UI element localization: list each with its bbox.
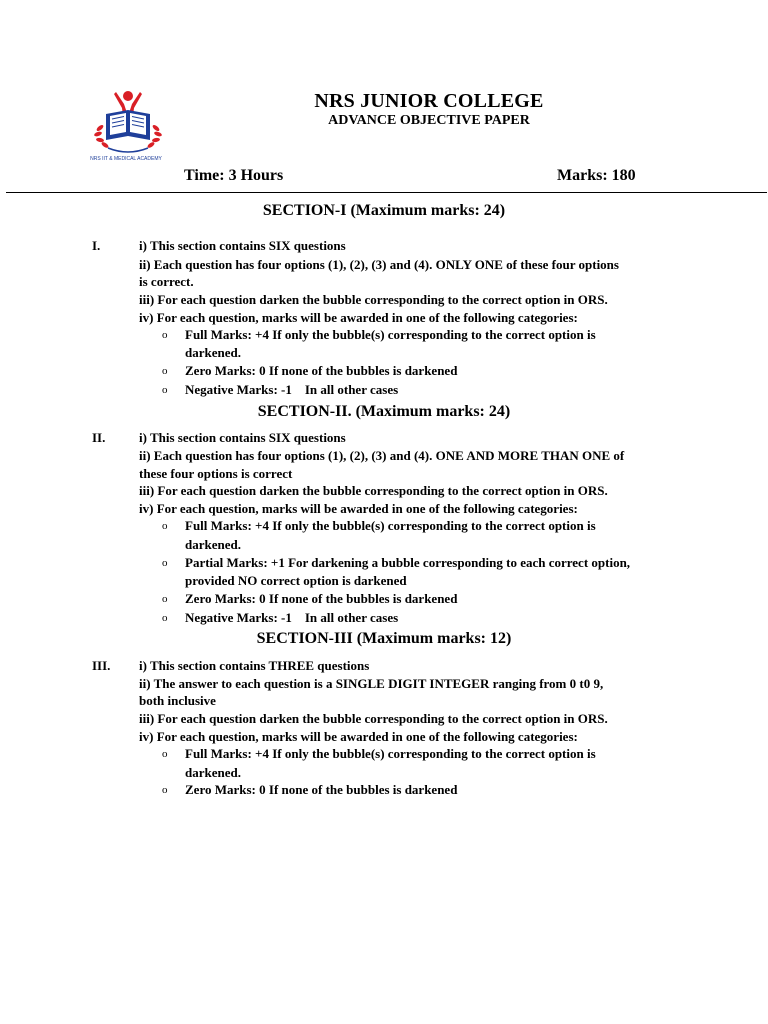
section-3-line: ii) The answer to each question is a SINGLE DIGIT INTEGER ranging from 0 t0 9, (139, 676, 604, 691)
section-2-bullet: Full Marks: +4 If only the bubble(s) corresponding to the correct option is (185, 518, 596, 533)
section-3-title: SECTION-III (Maximum marks: 12) (256, 630, 512, 647)
bullet-marker: o (162, 329, 168, 341)
section-1-title: SECTION-I (Maximum marks: 24) (262, 202, 506, 219)
header-divider (6, 192, 767, 193)
section-2-roman: II. (92, 430, 106, 445)
section-2-bullet-cont: darkened. (185, 537, 241, 552)
section-2-line: i) This section contains SIX questions (139, 430, 346, 445)
section-1-roman: I. (92, 238, 101, 253)
bullet-marker: o (162, 612, 168, 624)
section-2-line: iv) For each question, marks will be awarded in one of the following categories: (139, 501, 578, 516)
section-1-line: iv) For each question, marks will be awarded in one of the following categories: (139, 310, 578, 325)
section-3-line: iii) For each question darken the bubble corresponding to the correct option in ORS. (139, 711, 608, 726)
section-3-line: iv) For each question, marks will be awarded in one of the following categories: (139, 729, 578, 744)
marks-label: Marks: 180 (557, 167, 636, 184)
bullet-marker: o (162, 593, 168, 605)
section-2-title: SECTION-II. (Maximum marks: 24) (257, 403, 511, 420)
bullet-marker: o (162, 365, 168, 377)
section-3-roman: III. (92, 658, 111, 673)
bullet-marker: o (162, 557, 168, 569)
section-2-bullet: Zero Marks: 0 If none of the bubbles is darkened (185, 591, 458, 606)
section-3-bullet-cont: darkened. (185, 765, 241, 780)
section-1-bullet: Full Marks: +4 If only the bubble(s) corresponding to the correct option is (185, 327, 596, 342)
section-2-bullet: Negative Marks: -1 In all other cases (185, 610, 399, 625)
section-2-bullet: Partial Marks: +1 For darkening a bubble corresponding to each correct option, (185, 555, 631, 570)
college-name: NRS JUNIOR COLLEGE (314, 90, 544, 112)
section-1-line: ii) Each question has four options (1), (2), (3) and (4). ONLY ONE of these four options (139, 257, 619, 272)
section-1-bullet: Negative Marks: -1 In all other cases (185, 382, 399, 397)
section-3-line: i) This section contains THREE questions (139, 658, 370, 673)
paper-title: ADVANCE OBJECTIVE PAPER (328, 113, 530, 128)
section-1-bullet: Zero Marks: 0 If none of the bubbles is darkened (185, 363, 458, 378)
section-2-line: iii) For each question darken the bubble corresponding to the correct option in ORS. (139, 483, 608, 498)
bullet-marker: o (162, 384, 168, 396)
section-2-line: these four options is correct (139, 466, 293, 481)
bullet-marker: o (162, 784, 168, 796)
logo-caption: NRS IIT & MEDICAL ACADEMY (90, 156, 162, 162)
bullet-marker: o (162, 748, 168, 760)
section-3-bullet: Zero Marks: 0 If none of the bubbles is darkened (185, 782, 458, 797)
section-1-line: i) This section contains SIX questions (139, 238, 346, 253)
section-1-bullet-cont: darkened. (185, 345, 241, 360)
bullet-marker: o (162, 520, 168, 532)
section-1-line: iii) For each question darken the bubble corresponding to the correct option in ORS. (139, 292, 608, 307)
section-3-bullet: Full Marks: +4 If only the bubble(s) corresponding to the correct option is (185, 746, 596, 761)
section-3-line: both inclusive (139, 693, 216, 708)
section-1-line: is correct. (139, 274, 194, 289)
time-label: Time: 3 Hours (184, 167, 284, 184)
section-2-line: ii) Each question has four options (1), (2), (3) and (4). ONE AND MORE THAN ONE of (139, 448, 625, 463)
section-2-bullet-cont: provided NO correct option is darkened (185, 573, 407, 588)
